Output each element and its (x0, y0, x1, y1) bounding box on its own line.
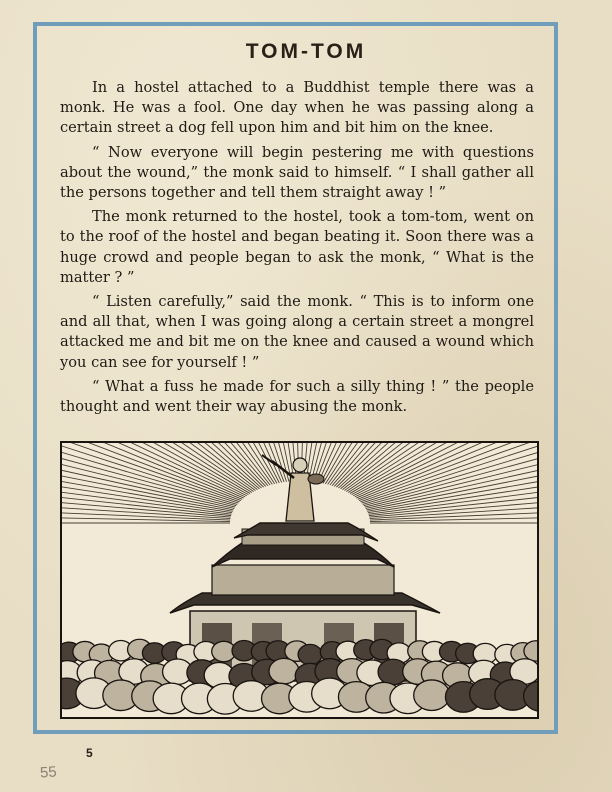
story-paragraph-5: “ What a fuss he made for such a silly thing ! ” the people thought and went their way abusing the monk. (60, 377, 534, 416)
story-paragraph-4: “ Listen carefully,” said the monk. “ This is to inform one and all that, when I was going along a certain street a mongrel attacked me and bit me on the knee and caused a wound which you can see for yourself ! ” (60, 293, 534, 371)
page-number: 5 (86, 746, 93, 760)
story-paragraph-3: The monk returned to the hostel, took a tom-tom, went on to the roof of the hostel and began beating it. Soon there was a huge crowd and people began to ask the monk, “ What is the matter ? ” (60, 208, 534, 286)
temple-drawing (62, 443, 537, 717)
handwritten-note: 55 (39, 763, 58, 782)
monk-figure (262, 455, 324, 521)
story-paragraph-2: “ Now everyone will begin pestering me with questions about the wound,” the monk said to himself. “ I shall gather all the persons together and tell them straight away ! ” (60, 143, 534, 202)
temple-illustration (60, 441, 539, 719)
story-paragraph-1: In a hostel attached to a Buddhist temple there was a monk. He was a fool. One day when he was passing along a certain street a dog fell upon him and bit him on the knee. (60, 79, 534, 137)
story-text (60, 78, 534, 421)
story-title: TOM-TOM (245, 40, 367, 63)
crowd (62, 639, 537, 714)
